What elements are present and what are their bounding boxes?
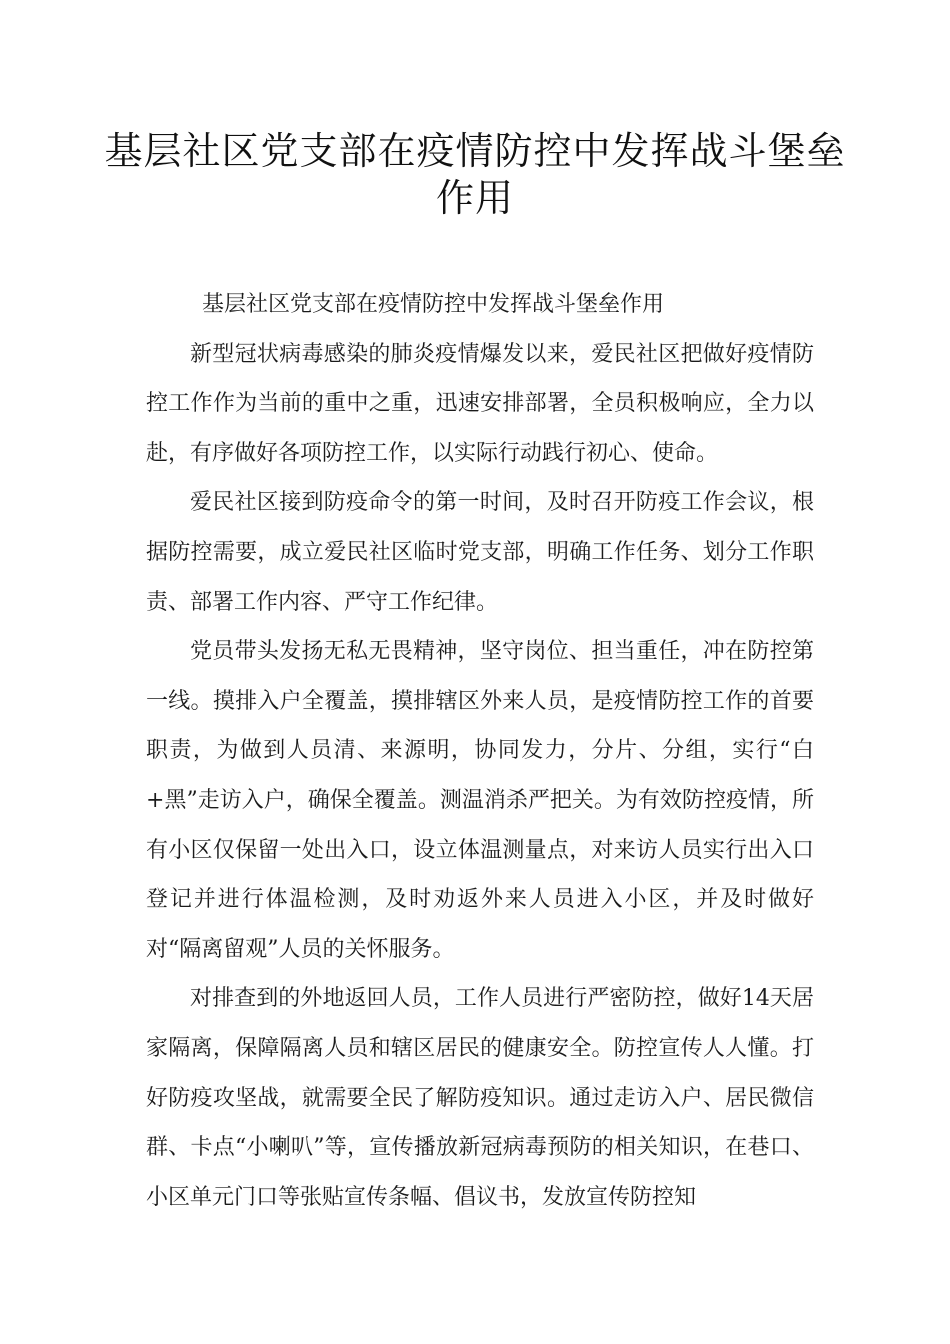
paragraph-4: 对排查到的外地返回人员，工作人员进行严密防控，做好14天居家隔离，保障隔离人员和辖区居民的健康安全。防控宣传人人懂。打好防疫攻坚战，就需要全民了解防疫知识。通过走访入户、居民微信群、卡点“小喇叭”等，宣传播放新冠病毒预防的相关知识，在巷口、小区单元门口等张贴宣传条幅、倡议书，发放宣传防控知 xyxy=(146,986,814,1210)
paragraph-1: 新型冠状病毒感染的肺炎疫情爆发以来，爱民社区把做好疫情防控工作作为当前的重中之重，迅速安排部署，全员积极响应，全力以赴，有序做好各项防控工作，以实际行动践行初心、使命。 xyxy=(146,341,814,466)
document-title: 基层社区党支部在疫情防控中发挥战斗堡垒作用 xyxy=(104,129,846,220)
document-subtitle: 基层社区党支部在疫情防控中发挥战斗堡垒作用 xyxy=(202,292,665,317)
document-body xyxy=(146,280,814,1222)
paragraph-3: 党员带头发扬无私无畏精神，坚守岗位、担当重任，冲在防控第一线。摸排入户全覆盖，摸排辖区外来人员，是疫情防控工作的首要职责，为做到人员清、来源明，协同发力，分片、分组，实行“白+黑”走访入户，确保全覆盖。测温消杀严把关。为有效防控疫情，所有小区仅保留一处出入口，设立体温测量点，对来访人员实行出入口登记并进行体温检测，及时劝返外来人员进入小区，并及时做好对“隔离留观”人员的关怀服务。 xyxy=(146,639,814,962)
paragraph-2: 爱民社区接到防疫命令的第一时间，及时召开防疫工作会议，根据防控需要，成立爱民社区临时党支部，明确工作任务、划分工作职责、部署工作内容、严守工作纪律。 xyxy=(146,490,814,615)
